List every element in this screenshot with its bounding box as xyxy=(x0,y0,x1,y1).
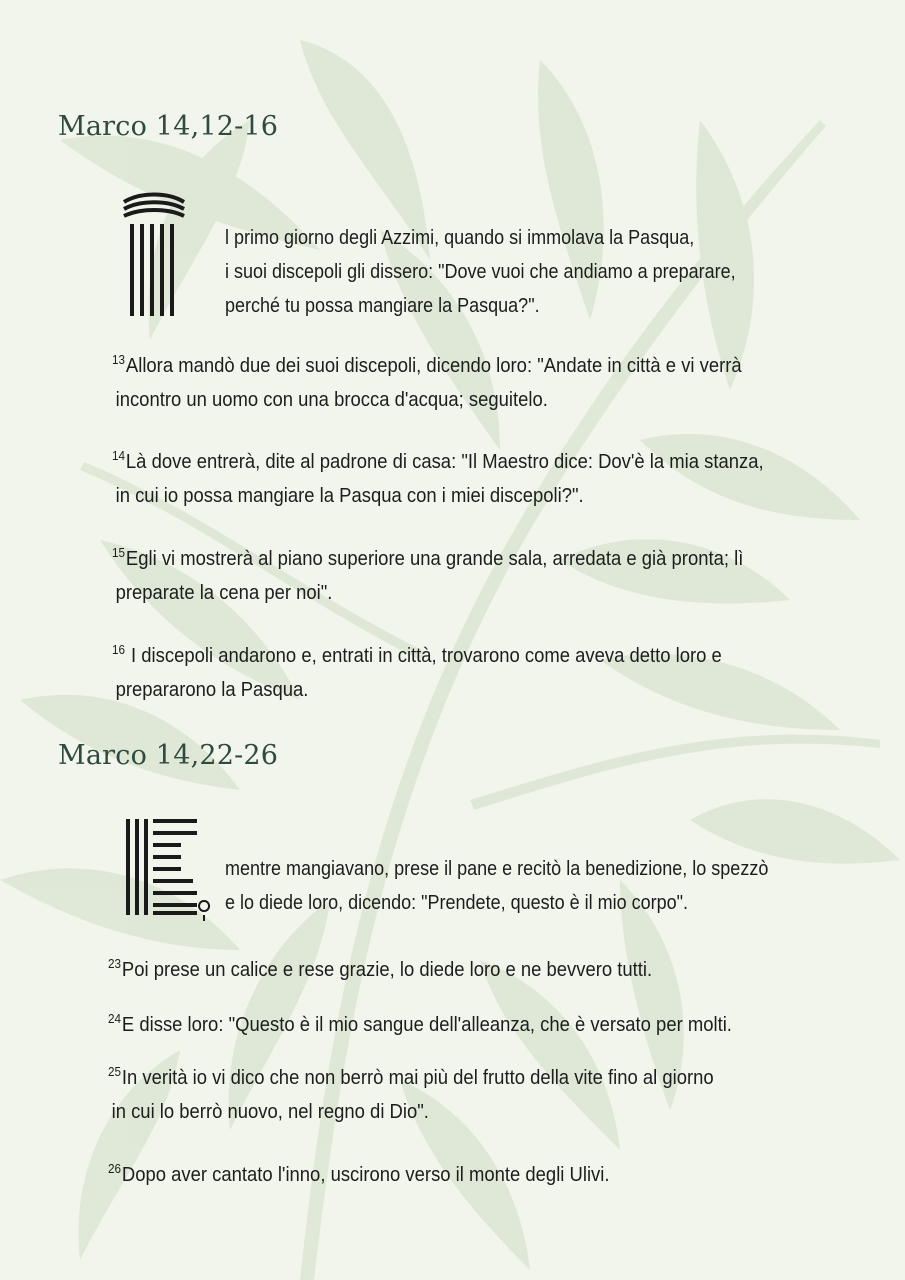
verse-text: in cui io possa mangiare la Pasqua con i miei discepoli?". xyxy=(115,484,584,507)
verse-text: incontro un uomo con una brocca d'acqua; seguitelo. xyxy=(115,388,548,411)
verse-25 xyxy=(108,1055,714,1129)
section-1-heading: Marco 14,12-16 xyxy=(58,111,279,142)
intro-line: e lo diede loro, dicendo: "Prendete, questo è il mio corpo". xyxy=(225,892,689,914)
verse-text: E disse loro: "Questo è il mio sangue dell'alleanza, che è versato per molti. xyxy=(121,1013,732,1036)
verse-number: 14 xyxy=(112,448,126,463)
verse-number: 25 xyxy=(108,1064,122,1079)
verse-14 xyxy=(112,439,764,513)
intro-line: perché tu possa mangiare la Pasqua?". xyxy=(225,295,540,317)
verse-text: Là dove entrerà, dite al padrone di casa: "Il Maestro dice: Dov'è la mia stanza, xyxy=(125,450,764,473)
column-letter-I-icon xyxy=(122,192,186,316)
verse-number: 13 xyxy=(112,352,126,367)
verse-number: 24 xyxy=(108,1011,122,1026)
verse-text: prepararono la Pasqua. xyxy=(115,678,309,701)
intro-line: l primo giorno degli Azzimi, quando si immolava la Pasqua, xyxy=(225,227,695,249)
verse-23 xyxy=(108,947,652,987)
intro-line: i suoi discepoli gli dissero: "Dove vuoi che andiamo a preparare, xyxy=(225,261,736,283)
section-2-heading: Marco 14,22-26 xyxy=(58,740,279,771)
stripes-letter-E-icon xyxy=(126,817,212,921)
verse-26 xyxy=(108,1152,609,1192)
intro-line: mentre mangiavano, prese il pane e recitò la benedizione, lo spezzò xyxy=(225,858,769,880)
verse-number: 26 xyxy=(108,1161,122,1176)
verse-text: Allora mandò due dei suoi discepoli, dicendo loro: "Andate in città e vi verrà xyxy=(125,354,742,377)
section-2-intro xyxy=(225,852,768,920)
verse-number: 23 xyxy=(108,956,122,971)
verse-text: in cui lo berrò nuovo, nel regno di Dio". xyxy=(111,1100,429,1123)
verse-text: Poi prese un calice e rese grazie, lo diede loro e ne bevvero tutti. xyxy=(121,958,653,981)
verse-text: preparate la cena per noi". xyxy=(115,581,333,604)
verse-16 xyxy=(112,633,722,707)
verse-text: I discepoli andarono e, entrati in città, trovarono come aveva detto loro e xyxy=(125,644,722,667)
verse-number: 15 xyxy=(112,545,126,560)
verse-text: Egli vi mostrerà al piano superiore una grande sala, arredata e già pronta; lì xyxy=(125,547,744,570)
verse-number: 16 xyxy=(112,642,126,657)
verse-15 xyxy=(112,536,743,610)
verse-text: Dopo aver cantato l'inno, uscirono verso il monte degli Ulivi. xyxy=(121,1163,610,1186)
verse-text: In verità io vi dico che non berrò mai più del frutto della vite fino al giorno xyxy=(121,1066,714,1089)
section-1-intro xyxy=(225,221,736,323)
verse-13 xyxy=(112,343,742,417)
verse-24 xyxy=(108,1002,732,1042)
